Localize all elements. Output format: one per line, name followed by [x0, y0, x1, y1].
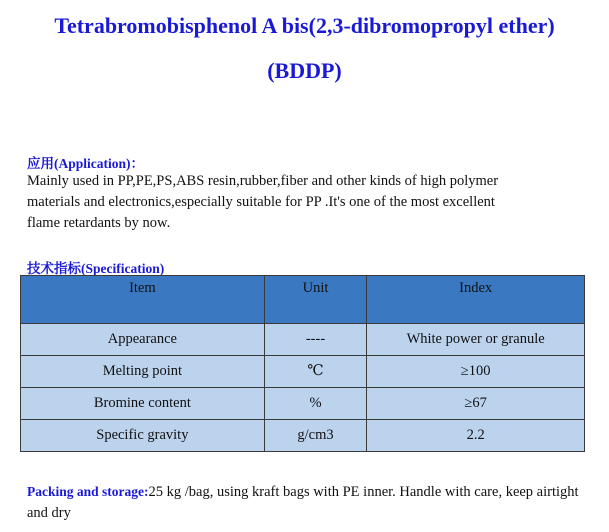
specification-heading: 技术指标(Specification) [27, 261, 165, 276]
cell-unit: % [264, 388, 367, 420]
packing-section [27, 481, 597, 524]
header-index: Index [367, 276, 585, 324]
cell-unit: ℃ [264, 356, 367, 388]
application-heading: 应用(Application)： [27, 156, 145, 171]
table-row [21, 420, 585, 452]
application-text [27, 171, 597, 234]
cell-item: Appearance [21, 324, 265, 356]
cell-item: Melting point [21, 356, 265, 388]
cell-index: ≥67 [367, 388, 585, 420]
cell-item: Specific gravity [21, 420, 265, 452]
cell-index: 2.2 [367, 420, 585, 452]
document-title-line2: (BDDP) [267, 58, 342, 83]
application-text-line3: flame retardants by now. [27, 215, 171, 231]
header-unit: Unit [264, 276, 367, 324]
table-header-row [21, 276, 585, 324]
document-title-line1: Tetrabromobisphenol A bis(2,3-dibromopropyl ether) [54, 13, 555, 38]
cell-unit: g/cm3 [264, 420, 367, 452]
specification-table [20, 275, 585, 452]
cell-item: Bromine content [21, 388, 265, 420]
table-row [21, 388, 585, 420]
table-row [21, 324, 585, 356]
cell-index: ≥100 [367, 356, 585, 388]
packing-text: 25 kg /bag, using kraft bags with PE inner. Handle with care, keep airtight and dry [27, 484, 579, 521]
cell-unit: ---- [264, 324, 367, 356]
application-text-line2: materials and electronics,especially suitable for PP .It's one of the most excellent [27, 194, 495, 210]
header-item: Item [21, 276, 265, 324]
cell-index: White power or granule [367, 324, 585, 356]
table-row [21, 356, 585, 388]
application-text-line1: Mainly used in PP,PE,PS,ABS resin,rubber,fiber and other kinds of high polymer [27, 173, 499, 189]
packing-heading: Packing and storage: [27, 484, 149, 499]
